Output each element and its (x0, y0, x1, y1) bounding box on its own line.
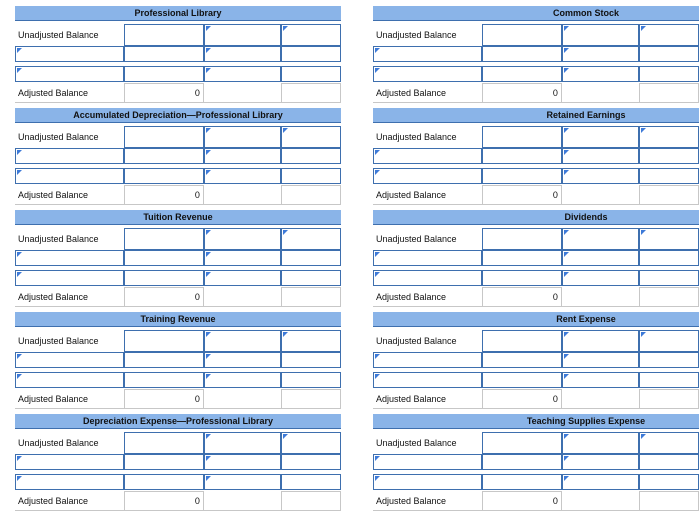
entry2-credit-input[interactable] (639, 168, 699, 184)
unadjusted-debit-input[interactable] (124, 228, 204, 250)
t-account (373, 312, 699, 414)
entry2-ref-select[interactable] (15, 168, 124, 184)
entry1-credit-input[interactable] (639, 46, 699, 62)
account-title (373, 108, 699, 122)
t-account (15, 414, 341, 516)
entry2-ref2-select[interactable] (204, 474, 282, 490)
entry-row-2 (373, 270, 699, 286)
unadjusted-debit-input[interactable] (482, 24, 562, 46)
entry-row-1 (373, 250, 699, 266)
entry1-ref2-select[interactable] (562, 454, 640, 470)
account-title-text: Depreciation Expense—Professional Library (82, 416, 274, 426)
entry1-credit-input[interactable] (639, 250, 699, 266)
entry1-credit-input[interactable] (281, 148, 341, 164)
unadjusted-account-select[interactable] (562, 126, 640, 148)
entry1-ref2-select[interactable] (204, 454, 282, 470)
t-account (373, 108, 699, 210)
entry2-ref-select[interactable] (15, 474, 124, 490)
entry1-ref2-select[interactable] (562, 250, 640, 266)
account-grid (15, 224, 341, 309)
t-account (373, 210, 699, 312)
entry-row-2 (373, 168, 699, 184)
entry1-ref-select[interactable] (15, 46, 124, 62)
adjusted-balance-label: Adjusted Balance (373, 83, 482, 103)
unadjusted-debit-input[interactable] (124, 432, 204, 454)
entry-row-1 (15, 148, 341, 164)
unadjusted-balance-label: Unadjusted Balance (18, 336, 99, 346)
entry2-credit-input[interactable] (639, 66, 699, 82)
entry2-credit-input[interactable] (639, 372, 699, 388)
entry1-ref-select[interactable] (15, 250, 124, 266)
entry2-credit-input[interactable] (281, 168, 341, 184)
entry2-ref2-select[interactable] (204, 168, 282, 184)
entry2-ref2-select[interactable] (204, 372, 282, 388)
adjusted-spacer (204, 389, 282, 409)
account-grid (373, 224, 699, 309)
entry1-debit-input[interactable] (124, 250, 204, 266)
adjusted-balance-label: Adjusted Balance (373, 185, 482, 205)
adjusted-credit-cell (639, 83, 699, 103)
entry1-debit-input[interactable] (482, 148, 562, 164)
account-title-text: Dividends (564, 212, 608, 222)
adjusted-balance-row (15, 287, 341, 307)
unadjusted-account-select[interactable] (204, 126, 282, 148)
account-grid (15, 20, 341, 105)
adjusted-balance-value: 0 (124, 83, 204, 103)
entry1-ref2-select[interactable] (562, 352, 640, 368)
adjusted-balance-row (373, 287, 699, 307)
unadjusted-account-select[interactable] (204, 432, 282, 454)
unadjusted-balance-row (15, 126, 341, 148)
adjusted-balance-row (15, 185, 341, 205)
adjusted-spacer (562, 185, 640, 205)
unadjusted-credit-input[interactable] (281, 432, 341, 454)
entry1-ref-select[interactable] (15, 454, 124, 470)
unadjusted-credit-input[interactable] (639, 228, 699, 250)
account-title-text: Retained Earnings (546, 110, 626, 120)
entry2-ref-select[interactable] (15, 66, 124, 82)
account-grid (15, 428, 341, 513)
entry2-credit-input[interactable] (281, 270, 341, 286)
unadjusted-credit-input[interactable] (639, 330, 699, 352)
entry-row-1 (15, 46, 341, 62)
entry1-debit-input[interactable] (124, 352, 204, 368)
account-grid (373, 326, 699, 411)
entry2-debit-input[interactable] (124, 66, 204, 82)
unadjusted-balance-label: Unadjusted Balance (376, 336, 457, 346)
entry2-ref2-select[interactable] (562, 168, 640, 184)
adjusted-credit-cell (281, 287, 341, 307)
unadjusted-balance-row (373, 330, 699, 352)
unadjusted-balance-row (15, 228, 341, 250)
adjusted-credit-cell (281, 185, 341, 205)
entry1-ref-select[interactable] (15, 352, 124, 368)
adjusted-balance-label: Adjusted Balance (15, 83, 124, 103)
entry2-ref-select[interactable] (373, 474, 482, 490)
entry2-debit-input[interactable] (124, 270, 204, 286)
adjusted-balance-label: Adjusted Balance (15, 287, 124, 307)
entry1-credit-input[interactable] (639, 454, 699, 470)
unadjusted-balance-row (373, 126, 699, 148)
unadjusted-credit-input[interactable] (639, 126, 699, 148)
entry1-ref2-select[interactable] (204, 352, 282, 368)
unadjusted-balance-label: Unadjusted Balance (376, 30, 457, 40)
adjusted-balance-row (15, 83, 341, 103)
adjusted-balance-row (373, 389, 699, 409)
entry2-debit-input[interactable] (482, 270, 562, 286)
adjusted-balance-value: 0 (124, 287, 204, 307)
adjusted-credit-cell (281, 389, 341, 409)
adjusted-balance-value: 0 (482, 389, 562, 409)
entry-row-2 (15, 66, 341, 82)
unadjusted-account-select[interactable] (562, 24, 640, 46)
entry2-ref-select[interactable] (373, 372, 482, 388)
entry1-ref-select[interactable] (373, 46, 482, 62)
entry1-debit-input[interactable] (482, 454, 562, 470)
entry-row-2 (15, 474, 341, 490)
entry2-debit-input[interactable] (124, 474, 204, 490)
entry-row-1 (15, 454, 341, 470)
unadjusted-debit-input[interactable] (482, 126, 562, 148)
account-title (15, 108, 341, 122)
account-title (373, 210, 699, 224)
adjusted-balance-row (15, 389, 341, 409)
adjusted-balance-value: 0 (482, 287, 562, 307)
unadjusted-debit-input[interactable] (124, 330, 204, 352)
t-account (373, 6, 699, 108)
unadjusted-debit-input[interactable] (482, 330, 562, 352)
entry1-ref2-select[interactable] (562, 148, 640, 164)
unadjusted-credit-input[interactable] (281, 330, 341, 352)
unadjusted-credit-input[interactable] (639, 24, 699, 46)
entry1-ref2-select[interactable] (204, 250, 282, 266)
unadjusted-debit-input[interactable] (124, 24, 204, 46)
entry1-ref2-select[interactable] (204, 148, 282, 164)
unadjusted-debit-input[interactable] (482, 432, 562, 454)
adjusted-spacer (562, 491, 640, 511)
entry1-debit-input[interactable] (482, 250, 562, 266)
adjusted-balance-value: 0 (482, 491, 562, 511)
entry1-ref2-select[interactable] (562, 46, 640, 62)
entry-row-2 (373, 66, 699, 82)
t-account (15, 6, 341, 108)
entry2-debit-input[interactable] (482, 66, 562, 82)
entry1-ref-select[interactable] (373, 148, 482, 164)
t-account (15, 108, 341, 210)
unadjusted-account-select[interactable] (204, 24, 282, 46)
adjusted-spacer (204, 287, 282, 307)
unadjusted-debit-input[interactable] (124, 126, 204, 148)
unadjusted-account-select[interactable] (204, 330, 282, 352)
adjusted-spacer (562, 389, 640, 409)
right-column (373, 6, 699, 516)
account-title (15, 414, 341, 428)
unadjusted-credit-input[interactable] (281, 228, 341, 250)
left-column (15, 6, 341, 516)
entry2-debit-input[interactable] (124, 168, 204, 184)
account-title (15, 312, 341, 326)
entry1-ref-select[interactable] (373, 352, 482, 368)
entry2-credit-input[interactable] (639, 270, 699, 286)
entry2-ref-select[interactable] (15, 372, 124, 388)
entry1-debit-input[interactable] (124, 46, 204, 62)
adjusted-balance-row (373, 491, 699, 511)
entry2-debit-input[interactable] (482, 168, 562, 184)
unadjusted-credit-input[interactable] (639, 432, 699, 454)
entry1-debit-input[interactable] (124, 454, 204, 470)
entry2-ref-select[interactable] (15, 270, 124, 286)
unadjusted-balance-label: Unadjusted Balance (376, 234, 457, 244)
account-title (373, 312, 699, 326)
adjusted-spacer (204, 491, 282, 511)
entry2-credit-input[interactable] (281, 372, 341, 388)
entry1-credit-input[interactable] (281, 352, 341, 368)
entry2-ref2-select[interactable] (562, 474, 640, 490)
account-title (15, 6, 341, 20)
entry2-debit-input[interactable] (482, 372, 562, 388)
entry-row-1 (15, 352, 341, 368)
unadjusted-credit-input[interactable] (281, 126, 341, 148)
adjusted-credit-cell (281, 83, 341, 103)
t-account (373, 414, 699, 516)
entry-row-2 (15, 270, 341, 286)
t-account (15, 210, 341, 312)
entry-row-1 (373, 352, 699, 368)
adjusted-balance-label: Adjusted Balance (15, 491, 124, 511)
account-title-text: Rent Expense (556, 314, 616, 324)
entry1-credit-input[interactable] (281, 250, 341, 266)
adjusted-credit-cell (639, 389, 699, 409)
adjusted-balance-label: Adjusted Balance (15, 389, 124, 409)
entry1-debit-input[interactable] (124, 148, 204, 164)
account-title-text: Tuition Revenue (143, 212, 213, 222)
entry-row-2 (373, 372, 699, 388)
unadjusted-balance-row (15, 432, 341, 454)
account-grid (373, 428, 699, 513)
entry2-debit-input[interactable] (482, 474, 562, 490)
entry-row-2 (15, 168, 341, 184)
adjusted-balance-label: Adjusted Balance (373, 287, 482, 307)
adjusted-balance-value: 0 (482, 185, 562, 205)
unadjusted-balance-label: Unadjusted Balance (376, 132, 457, 142)
entry-row-2 (373, 474, 699, 490)
entry1-ref2-select[interactable] (204, 46, 282, 62)
unadjusted-balance-row (15, 24, 341, 46)
account-grid (15, 326, 341, 411)
unadjusted-balance-label: Unadjusted Balance (18, 234, 99, 244)
adjusted-balance-value: 0 (124, 389, 204, 409)
adjusted-balance-value: 0 (124, 185, 204, 205)
unadjusted-debit-input[interactable] (482, 228, 562, 250)
entry-row-1 (373, 148, 699, 164)
entry1-credit-input[interactable] (639, 148, 699, 164)
unadjusted-balance-row (373, 228, 699, 250)
entry2-ref-select[interactable] (373, 66, 482, 82)
entry2-ref2-select[interactable] (562, 270, 640, 286)
entry2-ref-select[interactable] (373, 168, 482, 184)
unadjusted-balance-row (373, 432, 699, 454)
entry2-ref-select[interactable] (373, 270, 482, 286)
unadjusted-balance-label: Unadjusted Balance (18, 438, 99, 448)
account-title (373, 414, 699, 428)
entry-row-2 (15, 372, 341, 388)
account-grid (373, 20, 699, 105)
adjusted-spacer (562, 287, 640, 307)
entry1-credit-input[interactable] (281, 454, 341, 470)
adjusted-balance-label: Adjusted Balance (373, 491, 482, 511)
adjusted-credit-cell (639, 491, 699, 511)
unadjusted-balance-label: Unadjusted Balance (376, 438, 457, 448)
adjusted-credit-cell (281, 491, 341, 511)
adjusted-balance-row (15, 491, 341, 511)
unadjusted-account-select[interactable] (562, 330, 640, 352)
account-grid (15, 122, 341, 207)
adjusted-spacer (204, 185, 282, 205)
unadjusted-balance-row (15, 330, 341, 352)
adjusted-spacer (562, 83, 640, 103)
adjusted-balance-label: Adjusted Balance (373, 389, 482, 409)
unadjusted-balance-row (373, 24, 699, 46)
account-title-text: Common Stock (552, 8, 619, 18)
adjusted-balance-row (373, 185, 699, 205)
account-grid (373, 122, 699, 207)
adjusted-credit-cell (639, 287, 699, 307)
entry2-credit-input[interactable] (281, 66, 341, 82)
entry2-ref2-select[interactable] (562, 66, 640, 82)
unadjusted-account-select[interactable] (562, 228, 640, 250)
entry2-ref2-select[interactable] (562, 372, 640, 388)
unadjusted-balance-label: Unadjusted Balance (18, 132, 99, 142)
entry2-ref2-select[interactable] (204, 66, 282, 82)
t-account (15, 312, 341, 414)
entry1-ref-select[interactable] (373, 454, 482, 470)
entry2-credit-input[interactable] (639, 474, 699, 490)
entry2-ref2-select[interactable] (204, 270, 282, 286)
account-title-text: Teaching Supplies Expense (526, 416, 646, 426)
adjusted-balance-label: Adjusted Balance (15, 185, 124, 205)
entry2-debit-input[interactable] (124, 372, 204, 388)
account-title-text: Training Revenue (140, 314, 216, 324)
unadjusted-credit-input[interactable] (281, 24, 341, 46)
unadjusted-account-select[interactable] (562, 432, 640, 454)
account-title (15, 210, 341, 224)
entry-row-1 (373, 454, 699, 470)
adjusted-balance-value: 0 (482, 83, 562, 103)
adjusted-balance-row (373, 83, 699, 103)
adjusted-spacer (204, 83, 282, 103)
account-title-text: Accumulated Depreciation—Professional Library (73, 110, 283, 120)
unadjusted-balance-label: Unadjusted Balance (18, 30, 99, 40)
entry1-credit-input[interactable] (281, 46, 341, 62)
entry1-credit-input[interactable] (639, 352, 699, 368)
entry1-ref-select[interactable] (373, 250, 482, 266)
account-title-text: Professional Library (134, 8, 222, 18)
entry-row-1 (15, 250, 341, 266)
entry1-debit-input[interactable] (482, 352, 562, 368)
entry2-credit-input[interactable] (281, 474, 341, 490)
entry1-debit-input[interactable] (482, 46, 562, 62)
entry1-ref-select[interactable] (15, 148, 124, 164)
adjusted-credit-cell (639, 185, 699, 205)
account-title (373, 6, 699, 20)
unadjusted-account-select[interactable] (204, 228, 282, 250)
adjusted-balance-value: 0 (124, 491, 204, 511)
entry-row-1 (373, 46, 699, 62)
